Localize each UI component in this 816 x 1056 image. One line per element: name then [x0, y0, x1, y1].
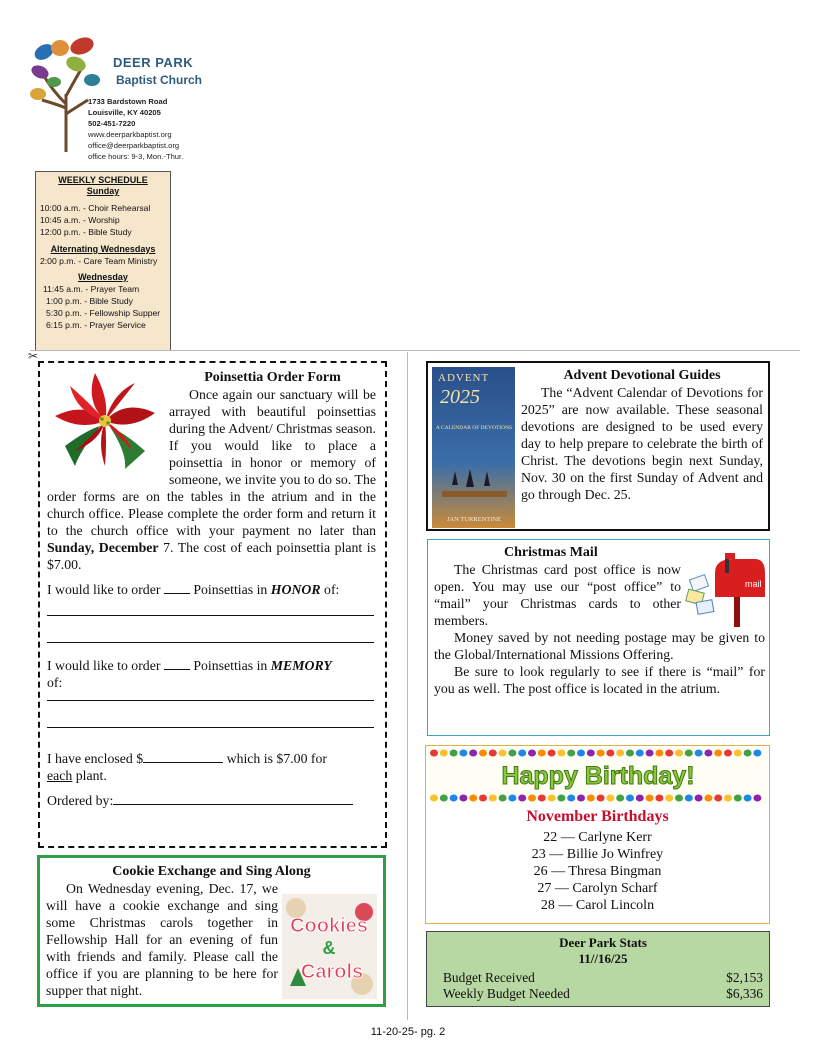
honor-name-line-1[interactable]: [47, 598, 374, 616]
memory-word: MEMORY: [270, 658, 332, 673]
stats-title: Deer Park Stats: [559, 935, 647, 950]
honor-name-line-2[interactable]: [47, 616, 374, 643]
memory-label: I would like to order: [47, 658, 161, 673]
confetti-dot: [587, 795, 595, 802]
stats-date: 11//16/25: [578, 951, 628, 966]
birthday-entry: 23 — Billie Jo Winfrey: [531, 847, 664, 862]
confetti-dot: [538, 795, 546, 802]
alt-wednesday-heading: Alternating Wednesdays: [50, 243, 156, 254]
confetti-dot: [753, 750, 761, 757]
honor-label: I would like to order: [47, 582, 161, 597]
honor-label-mid: Poinsettias in: [193, 582, 268, 597]
memory-line: [47, 657, 376, 691]
honor-quantity-field[interactable]: [164, 582, 190, 594]
wednesday-heading: Wednesday: [78, 271, 128, 282]
poinsettia-image: [47, 369, 165, 475]
confetti-dot: [665, 750, 673, 757]
confetti-dot: [616, 795, 624, 802]
stats-label: Weekly Budget Needed: [443, 986, 570, 1001]
enclosed-label-post: which is $7.00 for: [226, 751, 328, 766]
memory-label-mid: Poinsettias in: [193, 658, 268, 673]
stats-value: $6,336: [726, 986, 763, 1001]
stats-label: Budget Received: [443, 970, 535, 985]
schedule-item: 11:45 a.m. - Prayer Team: [43, 283, 140, 294]
memory-quantity-field[interactable]: [164, 658, 190, 670]
schedule-item: 10:00 a.m. - Choir Rehearsal: [40, 203, 151, 213]
confetti-dot: [744, 750, 752, 757]
confetti-dot: [685, 795, 693, 802]
confetti-dot: [430, 795, 438, 802]
book-title: ADVENT: [438, 372, 490, 384]
honor-label-post: of:: [324, 582, 340, 597]
confetti-dot: [606, 750, 614, 757]
ordered-by-field[interactable]: [113, 793, 353, 805]
address-line1: 1733 Bardstown Road: [88, 97, 168, 106]
confetti-dot: [597, 750, 605, 757]
cookie-title: Cookie Exchange and Sing Along: [112, 864, 311, 879]
confetti-dot: [577, 795, 585, 802]
website[interactable]: www.deerparkbaptist.org: [88, 130, 172, 139]
column-divider: [407, 352, 408, 1020]
birthday-entry: 26 — Thresa Bingman: [533, 864, 662, 879]
book-subtitle: A CALENDAR OF DEVOTIONS: [435, 425, 513, 431]
horizontal-divider: [30, 350, 800, 351]
confetti-dot: [704, 750, 712, 757]
honor-word: HONOR: [270, 582, 321, 597]
confetti-dot: [508, 750, 516, 757]
schedule-item: 6:15 p.m. - Prayer Service: [46, 320, 146, 331]
confetti-dot: [695, 750, 703, 757]
confetti-dot: [646, 750, 654, 757]
mailbox-label: mail: [745, 579, 762, 589]
confetti-dot: [655, 750, 663, 757]
poinsettia-deadline: Sunday, December: [47, 540, 159, 555]
confetti-dot: [450, 750, 458, 757]
confetti-dot: [587, 750, 595, 757]
confetti-dot: [655, 795, 663, 802]
confetti-dot: [734, 750, 742, 757]
poinsettia-title: Poinsettia Order Form: [204, 370, 341, 385]
confetti-dot: [567, 795, 575, 802]
birthday-entry: 27 — Carolyn Scharf: [537, 881, 658, 896]
confetti-dot: [597, 795, 605, 802]
advent-book-cover-image: [432, 367, 515, 528]
ordered-by-line: [47, 792, 376, 809]
confetti-dot: [459, 750, 467, 757]
banner-text: Happy Birthday!: [501, 762, 695, 790]
office-hours: office hours: 9-3, Mon.-Thur.: [88, 152, 184, 161]
memory-name-line-1[interactable]: [47, 691, 374, 701]
enclosed-label: I have enclosed $: [47, 751, 144, 766]
confetti-dot: [459, 795, 467, 802]
book-author: JAN TURRENTINE: [446, 516, 502, 523]
confetti-dot: [518, 795, 526, 802]
confetti-dot: [704, 795, 712, 802]
confetti-dot: [577, 750, 585, 757]
confetti-dot: [469, 750, 477, 757]
mailbox-icon: [685, 549, 767, 629]
schedule-item: 12:00 p.m. - Bible Study: [40, 227, 132, 238]
confetti-dot: [528, 795, 536, 802]
birthday-list: [426, 829, 769, 914]
cookie-exchange-box: [37, 855, 386, 1007]
scissors-icon: ✂: [28, 349, 39, 363]
confetti-dot: [724, 795, 732, 802]
memory-label-post: of:: [47, 675, 63, 690]
advent-body: The “Advent Calendar of Devotions for 2025” are now available. These seasonal devotions are designed to be used every day to help prepare to celebrate the birth of Christ. The devotions begin next Sunday, Nov. 30 on the first Sunday of Advent and go through Dec. 25.: [521, 385, 763, 502]
confetti-dot: [430, 750, 438, 757]
confetti-dot: [734, 795, 742, 802]
confetti-dot: [626, 750, 634, 757]
poinsettia-body-text2: 7. The cost of each poinsettia plant is $7.00.: [47, 540, 376, 572]
advent-devotional-box: [426, 361, 770, 531]
confetti-dot: [724, 750, 732, 757]
phone: 502-451-7220: [88, 119, 136, 128]
stats-row: [443, 970, 763, 986]
confetti-dot: [744, 795, 752, 802]
confetti-dot: [714, 795, 722, 802]
confetti-dot: [528, 750, 536, 757]
schedule-item: 1:00 p.m. - Bible Study: [46, 296, 133, 307]
plant-word: plant.: [75, 768, 107, 783]
memory-name-line-2[interactable]: [47, 701, 374, 728]
birthdays-box: [425, 745, 770, 924]
schedule-item: 5:30 p.m. - Fellowship Supper: [46, 308, 161, 319]
cookies-carols-image: [282, 894, 377, 999]
confetti-dot: [616, 750, 624, 757]
confetti-dot: [440, 750, 448, 757]
ampersand: &: [322, 938, 336, 958]
email[interactable]: office@deerparkbaptist.org: [88, 141, 180, 150]
advent-title: Advent Devotional Guides: [563, 368, 721, 383]
confetti-dot: [626, 795, 634, 802]
sunday-heading: Sunday: [86, 186, 120, 196]
confetti-dot: [499, 750, 507, 757]
mail-title: Christmas Mail: [504, 545, 598, 560]
confetti-dot: [675, 750, 683, 757]
schedule-item: 2:00 p.m. - Care Team Ministry: [40, 255, 158, 266]
confetti-dot: [753, 795, 761, 802]
confetti-dot: [557, 750, 565, 757]
confetti-dot: [695, 795, 703, 802]
birthdays-title: November Birthdays: [526, 808, 669, 825]
confetti-dot: [518, 750, 526, 757]
christmas-mail-box: [427, 539, 770, 736]
confetti-dot: [508, 795, 516, 802]
book-year: 2025: [440, 386, 480, 408]
stats-box: [426, 931, 770, 1007]
cookie-body: On Wednesday evening, Dec. 17, we will have a cookie exchange and sing some Christmas carols together in Fellowship Hall for an evening of fun with friends and family. Please call the office if you are planning to be here for supper that night.: [46, 881, 278, 998]
confetti-dot: [646, 795, 654, 802]
enclosed-amount-field[interactable]: [143, 751, 223, 763]
church-name: DEER PARK: [113, 55, 194, 70]
confetti-dot: [567, 750, 575, 757]
ordered-by-label: Ordered by:: [47, 793, 114, 808]
enclosed-line: [47, 750, 376, 784]
mail-paragraph-2: Money saved by not needing postage may be given to the Global/International Missions Offering.: [434, 630, 765, 662]
carols-word: Carols: [300, 961, 364, 983]
page-footer: 11-20-25- pg. 2: [370, 1026, 446, 1038]
weekly-schedule-box: [35, 171, 171, 351]
confetti-dot: [538, 750, 546, 757]
confetti-dot: [548, 750, 556, 757]
happy-birthday-banner: [428, 748, 767, 803]
honor-line: [47, 581, 376, 598]
confetti-dot: [479, 750, 487, 757]
stats-value: $2,153: [726, 970, 763, 985]
cookies-word: Cookies: [290, 915, 368, 937]
confetti-dot: [665, 795, 673, 802]
address-line2: Louisville, KY 40205: [88, 108, 161, 117]
confetti-dot: [675, 795, 683, 802]
church-subtitle: Baptist Church: [116, 73, 203, 87]
confetti-dot: [606, 795, 614, 802]
confetti-dot: [489, 795, 497, 802]
confetti-dot: [450, 795, 458, 802]
stats-row: [443, 986, 763, 1002]
confetti-dot: [548, 795, 556, 802]
schedule-title: WEEKLY SCHEDULE: [58, 175, 148, 185]
birthday-entry: 28 — Carol Lincoln: [540, 898, 655, 913]
mail-paragraph-3: Be sure to look regularly to see if there is “mail” for you as well. The post office is located in the atrium.: [434, 664, 765, 696]
poinsettia-order-form: [38, 361, 387, 848]
confetti-dot: [714, 750, 722, 757]
schedule-item: 10:45 a.m. - Worship: [40, 215, 120, 226]
confetti-dot: [489, 750, 497, 757]
confetti-dot: [636, 750, 644, 757]
birthday-entry: 22 — Carlyne Kerr: [543, 830, 652, 845]
confetti-dot: [636, 795, 644, 802]
confetti-dot: [479, 795, 487, 802]
confetti-dot: [440, 795, 448, 802]
confetti-dot: [469, 795, 477, 802]
confetti-dot: [557, 795, 565, 802]
poinsettia-body-text: Once again our sanctuary will be arrayed with beautiful poinsettias during the Advent/ Christmas season. If you would like to place a poinsettia in honor or memory of someone, we invite you to do so. The order forms are on the tables in the atrium and in the church office. Please complete the order form and return it to the church office with your payment no later than: [47, 387, 376, 538]
confetti-dot: [499, 795, 507, 802]
each-word: each: [47, 768, 73, 783]
confetti-dot: [685, 750, 693, 757]
mail-paragraph-1: The Christmas card post office is now open. You may use our “post office” to “mail” your Christmas cards to other members.: [434, 562, 681, 628]
